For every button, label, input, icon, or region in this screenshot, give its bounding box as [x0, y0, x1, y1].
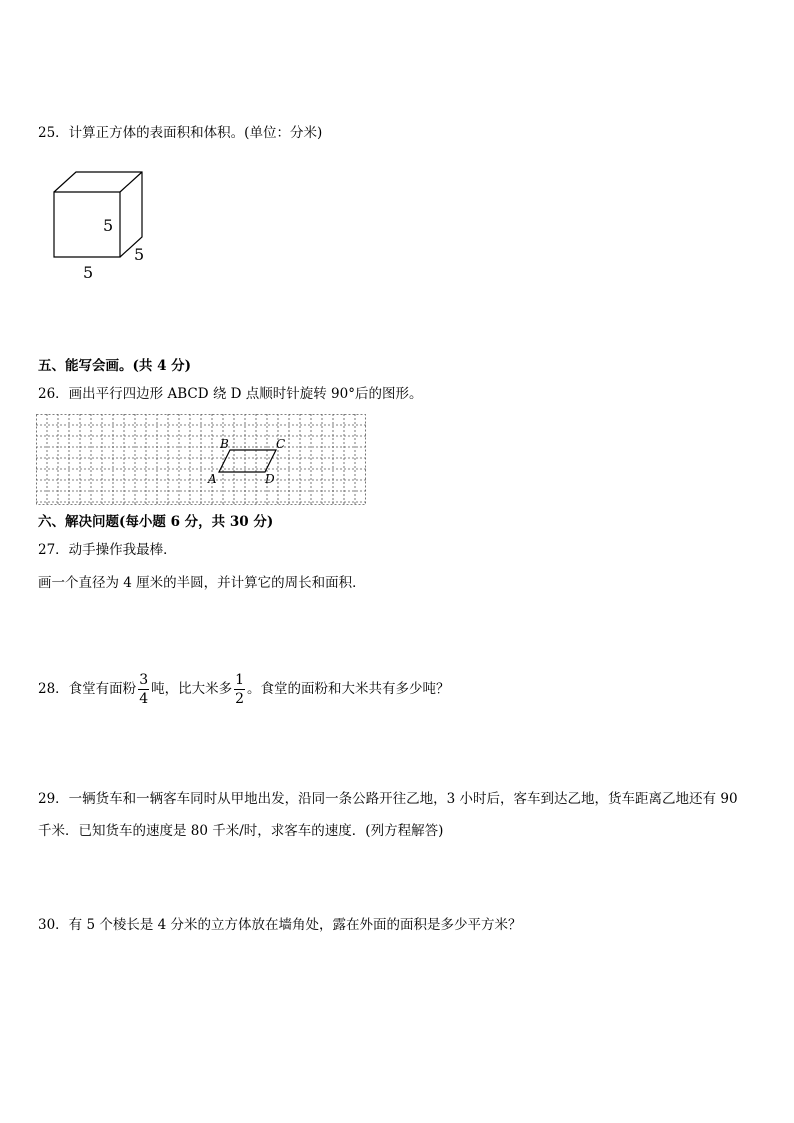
- question-30-text: 30．有 5 个棱长是 4 分米的立方体放在墙角处，露在外面的面积是多少平方米？: [38, 917, 522, 933]
- parallelogram-abcd: [219, 450, 276, 472]
- question-28-prefix: 28．食堂有面粉: [38, 681, 137, 697]
- point-a-label: A: [208, 472, 217, 486]
- fraction-three-quarters: [138, 672, 149, 707]
- point-b-label: B: [220, 437, 229, 451]
- dotted-grid: [36, 414, 366, 505]
- question-25-text: 25．计算正方体的表面积和体积。(单位：分米): [38, 125, 323, 141]
- question-27-text: 画一个直径为 4 厘米的半圆，并计算它的周长和面积．: [38, 575, 366, 591]
- fraction-one-half: [234, 672, 245, 707]
- question-26-text: 26．画出平行四边形 ABCD 绕 D 点顺时针旋转 90°后的图形。: [38, 386, 423, 402]
- question-28-middle: 吨，比大米多: [151, 681, 233, 697]
- question-29-line-2: 千米．已知货车的速度是 80 千米/时，求客车的速度．(列方程解答): [38, 823, 444, 839]
- section-6-title: 六、解决问题(每小题 6 分，共 30 分): [38, 514, 274, 530]
- question-28: [38, 671, 450, 707]
- fraction-1-numerator: 3: [139, 672, 149, 688]
- cube-height-label: 5: [103, 216, 114, 235]
- grid-figure: [36, 414, 368, 506]
- cube-depth-label: 5: [134, 245, 145, 264]
- section-5-title: 五、能写会画。(共 4 分): [38, 358, 192, 374]
- question-27-title: 27．动手操作我最棒．: [38, 542, 177, 558]
- question-28-suffix: 。食堂的面粉和大米共有多少吨？: [247, 681, 450, 697]
- fraction-2-numerator: 1: [235, 672, 245, 688]
- fraction-1-denominator: 4: [139, 691, 149, 707]
- question-29-line-1: 29．一辆货车和一辆客车同时从甲地出发，沿同一条公路开往乙地，3 小时后，客车到达乙地，货车距离乙地还有 90: [38, 791, 738, 807]
- cube-top-edge: [120, 172, 142, 192]
- cube-figure: [50, 168, 160, 283]
- fraction-2-denominator: 2: [235, 691, 245, 707]
- point-c-label: C: [276, 437, 286, 451]
- point-d-label: D: [265, 472, 275, 486]
- cube-width-label: 5: [83, 263, 94, 282]
